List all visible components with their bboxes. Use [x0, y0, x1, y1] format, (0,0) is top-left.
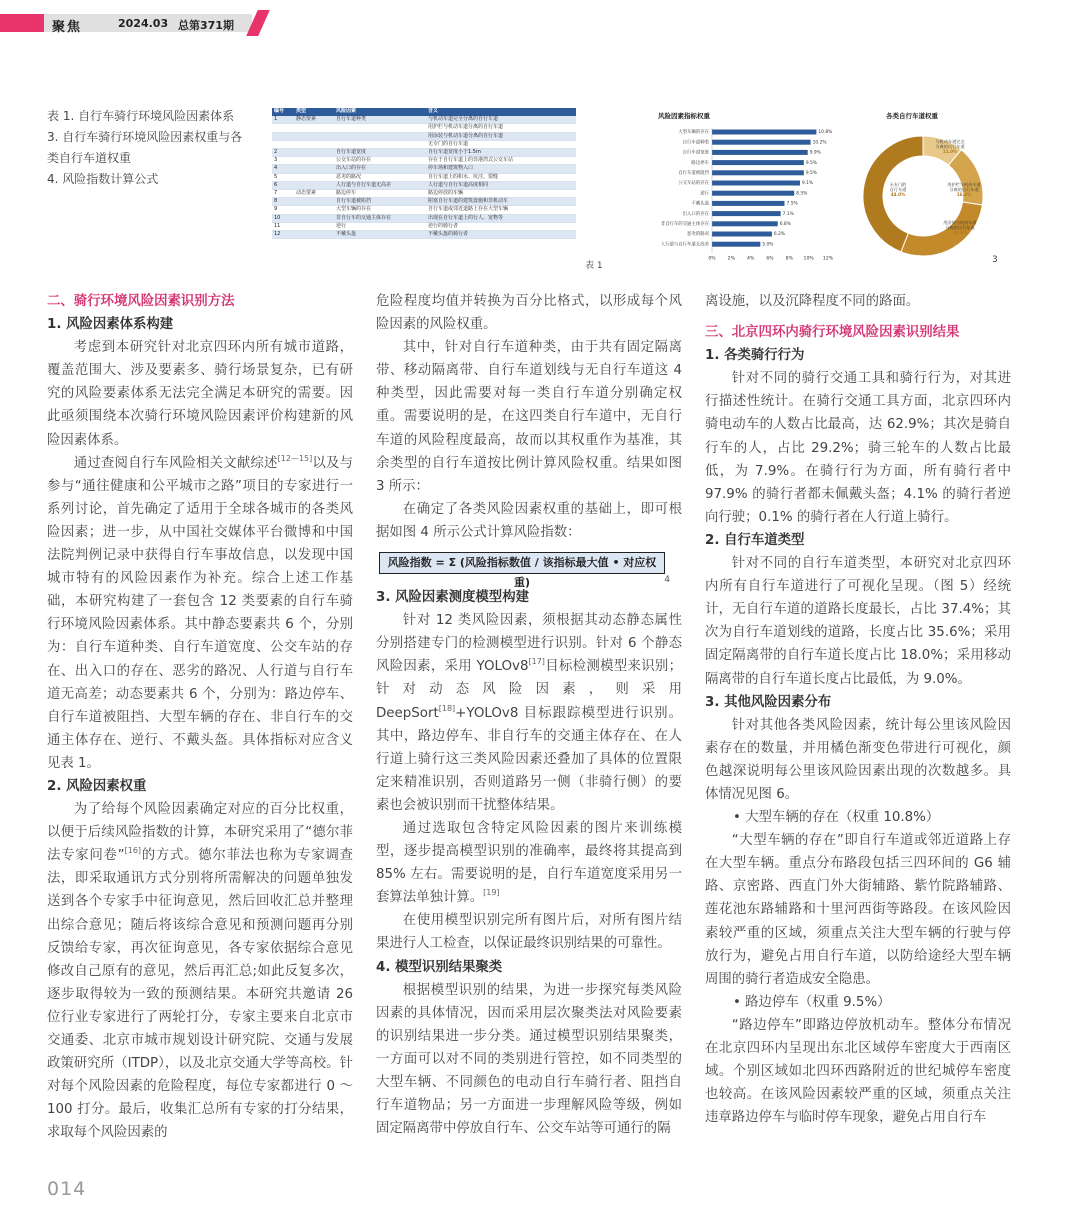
table-row [272, 173, 576, 181]
paragraph: 危险程度均值并转换为百分比格式，以形成每个风险因素的风险权重。 [376, 294, 682, 333]
table-cell: 人行道与自行车道无高差 [334, 181, 426, 189]
text-column-3 [705, 290, 1011, 1129]
x-tick-label: 12% [822, 256, 834, 262]
table-cell: 出入口的存在 [334, 165, 426, 173]
bar-value-label: 6.2% [773, 232, 786, 238]
bar-value-label: 5.0% [762, 242, 774, 248]
table-row [272, 157, 576, 165]
table-cell [294, 222, 334, 230]
table-cell: 不戴头盔的骑行者 [426, 231, 576, 239]
slice-label-line: 分离的自行车道 [945, 225, 975, 230]
subsection-heading: 3. 风险因素测度模型构建 [376, 590, 529, 606]
citation: [18] [438, 703, 456, 713]
bar [712, 150, 808, 155]
x-tick-label: 6% [766, 256, 774, 262]
table-cell: 不戴头盔 [334, 231, 426, 239]
table-cell [294, 157, 334, 165]
risk-index-formula: 风险指数 = Σ (风险指标数值 / 该指标最大值 • 对应权重) [379, 552, 665, 574]
paragraph: 通过查阅自行车风险相关文献综述[12—15]以及与参与“通往健康和公平城市之路”项目的专家进行一系列讨论，首先确定了适用于全球各城市的各类风险因素；进一步，从中国社交媒体平台微博和中国法院判例记录中获得自行车事故信息，以发现中国城市特有的风险因素作为补充。综合上述工作基础，本研究构建了一套包含 12 类要素的自行车骑行环境风险因素体系。其中静态要素共 6 个，分别为：自行车道种类、自行车道宽度、公交车站的存在、出入口的存在、恶劣的路况、人行道与自行车道无高差；动态要素共 6 个，分别为：路边停车、自行车道被阻挡、大型车辆的存在、非自行车的交通主体存在、逆行、不戴头盔。具体指标对应含义见表 1。 [47, 453, 353, 771]
slice-value-label: 16.4% [956, 192, 972, 197]
slice-value-label: 44.0% [890, 192, 906, 197]
table-row [272, 190, 576, 198]
chart-title: 风险因素指标权重 [658, 112, 710, 120]
table-row [272, 206, 576, 214]
bar [712, 201, 785, 206]
issue-number: 总第371期 [178, 19, 234, 32]
slice-label-line: 分离的自行车道 [949, 187, 979, 192]
bar [712, 130, 816, 135]
table-1 [272, 108, 576, 268]
slice-value-label: 28.6% [952, 230, 968, 235]
paragraph: 针对不同的骑行交通工具和骑行行为，对其进行描述性统计。在骑行交通工具方面，北京四环内骑电动车的人数占比最高，达 62.9%；其次是骑自行车的人，占比 29.2%；骑三轮车的人数占比最低，为 7.9%。在骑行行为方面，所有骑行者中 97.9% 的骑行者都未佩戴头盔；4.1% 的骑行者逆向行驶；0.1% 的骑行者在人行道上骑行。 [705, 371, 1011, 525]
paragraph: 考虑到本研究针对北京四环内所有城市道路，覆盖范围大、涉及要素多、骑行场景复杂，已有研究的风险要素体系无法完全满足本研究的需要。因此亟须围绕本次骑行环境风险因素评价构建新的风险因素体系。 [47, 340, 353, 448]
bar [712, 170, 804, 175]
citation: [17] [528, 657, 545, 667]
bar [712, 232, 772, 237]
risk-factor-table [272, 108, 576, 239]
subsection-heading: 1. 风险因素体系构建 [47, 317, 174, 333]
page-header [0, 10, 1080, 36]
category-label: 路边停车 [691, 160, 709, 166]
table-row [272, 140, 576, 148]
table-cell: 12 [272, 231, 294, 239]
section-heading: 二、骑行环境风险因素识别方法 [47, 294, 235, 309]
x-tick-label: 0% [708, 256, 716, 262]
caption-item: 4. 风险指数计算公式 [47, 172, 159, 186]
chart-title: 各类自行车道权重 [886, 112, 938, 120]
table-cell [294, 231, 334, 239]
subsection-heading: 1. 各类骑行行为 [705, 348, 805, 364]
paragraph: 在使用模型识别完所有图片后，对所有图片结果进行人工检查，以保证最终识别结果的可靠性。 [376, 913, 682, 952]
table-cell [294, 214, 334, 222]
header-accent-block [0, 14, 44, 32]
subsection-heading: 3. 其他风险因素分布 [705, 694, 832, 710]
paragraph: “大型车辆的存在”即自行车道或邻近道路上存在大型车辆。重点分布路段包括三四环间的 G6 辅路、京密路、西直门外大街辅路、紫竹院路辅路、莲花池东路辅路和十里河西街等路段。在该风险因素较严重的区域，须重点关注大型车辆的行驶与停放行为，避免占用自行车道，以防给途经大型车辆周围的骑行者造成安全隐患。 [705, 833, 1011, 987]
table-cell: 自行车道上的积水、坑洼、裂缝 [426, 173, 576, 181]
table-row [272, 231, 576, 239]
text-column-1 [47, 290, 353, 1144]
paragraph: 针对 12 类风险因素，须根据其动态静态属性分别搭建专门的检测模型进行识别。针对 6 个静态风险因素，采用 YOLOv8[17]目标检测模型来识别；针对动态风险因素，则采用 DeepSort[18]+YOLOv8 目标跟踪模型进行识别。其中，路边停车、非自行车的交通主体存在、在人行道上骑行这三类风险因素还叠加了具体的位置限定来精准识别，否则道路另一侧（非骑行侧）的要素也会被识别而干扰整体结果。 [376, 613, 683, 813]
table-row [272, 165, 576, 173]
formula-number: 4 [664, 575, 670, 586]
paragraph: 其中，针对自行车道种类，由于共有固定隔离带、移动隔离带、自行车道划线与无自行车道这 4 种类型，因此需要对每一类自行车道分别确定权重。需要说明的是，在这四类自行车道中，无自行车道的风险程度最高，故而以其权重作为基准，其余类型的自行车道按比例计算风险权重。结果如图 3 所示： [376, 340, 682, 494]
table-cell: 无专门的自行车道 [426, 140, 576, 148]
paragraph: 针对不同的自行车道类型，本研究对北京四环内所有自行车道进行了可视化呈现。（图 5）经统计，无自行车道的道路长度最长，占比 37.4%；其次为自行车道划线的道路，长度占比 35.6%；采用固定隔离带的自行车道长度占比 18.0%；采用移动隔离带的自行车道长度占比最低，为 9.0%。 [705, 556, 1011, 687]
table-cell [272, 124, 294, 132]
slice-label-line: 用涂装与机动车道 [943, 220, 977, 225]
paragraph: “路边停车”即路边停放机动车。整体分布情况在北京四环内呈现出东北区域停车密度大于西南区域。个别区域如北四环西路附近的世纪城停车密度也较高。在该风险因素较严重的区域，须重点关注违章路边停车与临时停车现象，避免占用自行车 [705, 1017, 1011, 1126]
table-row [272, 149, 576, 157]
bar-value-label: 9.5% [805, 160, 817, 166]
table-header-cell: 编号 [272, 108, 294, 116]
category-label: 自行车道种类 [682, 140, 709, 146]
table-cell [334, 132, 426, 140]
table-cell: 人行道与自行车道高度相同 [426, 181, 576, 189]
table-cell: 与机动车道完全分离的自行车道 [426, 116, 576, 124]
table-row [272, 124, 576, 132]
table-cell [294, 206, 334, 214]
paragraph: 针对其他各类风险因素，统计每公里该风险因素存在的数量，并用橘色渐变色带进行可视化，颜色越深说明每公里该风险因素出现的次数越多。具体情况见图 6。 [705, 717, 1011, 802]
table-cell [294, 181, 334, 189]
table-cell: 7 [272, 190, 294, 198]
table-cell: 用护栏与机动车道分离的自行车道 [426, 124, 576, 132]
table-cell [294, 173, 334, 181]
slice-label [890, 181, 908, 197]
bar-value-label: 10.8% [818, 130, 833, 136]
table-row [272, 116, 576, 124]
table-cell [294, 132, 334, 140]
table-cell: 11 [272, 222, 294, 230]
table-cell: 大型车辆的存在 [334, 206, 426, 214]
slice-label-line: 无专门的 [889, 182, 907, 187]
table-cell [294, 140, 334, 148]
caption-item: 表 1. 自行车骑行环境风险因素体系 [47, 109, 235, 123]
bar-value-label: 7.1% [782, 211, 794, 217]
table-cell: 1 [272, 116, 294, 124]
table-header-cell: 类型 [294, 108, 334, 116]
table-cell: 逆行的骑行者 [426, 222, 576, 230]
table-cell: 路边停车 [334, 190, 426, 198]
x-tick-label: 10% [803, 256, 814, 262]
bar-value-label: 9.5% [805, 171, 817, 176]
citation: [16] [124, 846, 142, 856]
table-cell: 10 [272, 214, 294, 222]
figure-number: 3 [992, 255, 998, 265]
table-cell: 路边停放的车辆 [426, 190, 576, 198]
citation: [12—15] [277, 453, 313, 463]
table-cell: 4 [272, 165, 294, 173]
table-cell: 恶劣的路况 [334, 173, 426, 181]
table-cell: 自行车道或邻近道路上存在大型车辆 [426, 206, 576, 214]
table-header-cell: 风险因素 [334, 108, 426, 116]
figure-caption-list [47, 106, 247, 190]
paragraph: 为了给每个风险因素确定对应的百分比权重，以便于后续风险指数的计算，本研究采用了“德尔菲法专家问卷”[16]的方式。德尔菲法也称为专家调查法，即采取通讯方式分别将所需解决的问题单独发送到各个专家手中征询意见，然后回收汇总并整理出综合意见；随后将该综合意见和预测问题再分别反馈给专家，再次征询意见，各专家依据综合意见修改自己原有的意见，然后再汇总;如此反复多次，逐步取得较为一致的预测结果。本研究共邀请 26 位行业专家进行了两轮打分，专家主要来自北京市交通委、北京市城市规划设计研究院、交通与发展政策研究所（ITDP），以及北京交通大学等高校。针对每个风险因素的危险程度，每位专家都进行 0 ～ 100 打分。最后，收集汇总所有专家的打分结果，求取每个风险因素的 [47, 802, 354, 1141]
table-cell: 公交车站的存在 [334, 157, 426, 165]
table-cell: 非自行车的交通主体存在 [334, 214, 426, 222]
category-label: 大型车辆的存在 [678, 130, 709, 136]
table-cell: 自行车道种类 [334, 116, 426, 124]
table-cell: 3 [272, 157, 294, 165]
category-label: 逆行 [700, 191, 709, 197]
table-cell: 2 [272, 149, 294, 157]
paragraph: 通过选取包含特定风险因素的图片来训练模型，逐步提高模型识别的准确率，最终将其提高到 85% 左右。需要说明的是，自行车道宽度采用另一套算法单独计算。[19] [376, 820, 682, 906]
table-cell [334, 140, 426, 148]
bar-value-label: 7.5% [786, 201, 798, 207]
table-cell [272, 132, 294, 140]
bullet-item: • 大型车辆的存在（权重 10.8%） [733, 810, 940, 826]
category-label: 不戴头盔 [691, 201, 709, 207]
bar [712, 211, 781, 216]
bar-value-label: 8.5% [796, 191, 808, 197]
section-heading: 三、北京四环内骑行环境风险因素识别结果 [705, 325, 960, 341]
table-header-row [272, 108, 576, 116]
table-cell: 9 [272, 206, 294, 214]
bar [712, 181, 800, 186]
table-caption: 表 1 [585, 261, 603, 271]
table-cell [294, 165, 334, 173]
table-cell [294, 198, 334, 206]
paragraph: 在确定了各类风险因素权重的基础上，即可根据如图 4 所示公式计算风险指数： [376, 501, 682, 540]
bar [712, 242, 760, 247]
slice-label-line: 与机动车道完全 [935, 139, 965, 144]
table-cell: 逆行 [334, 222, 426, 230]
category-label: 出入口的存在 [682, 211, 709, 217]
table-cell [334, 124, 426, 132]
bullet-item: • 路边停车（权重 9.5%） [733, 994, 891, 1010]
subsection-heading: 4. 模型识别结果聚类 [376, 959, 503, 975]
page-number: 014 [47, 1178, 87, 1200]
bar-value-label: 10.2% [812, 140, 827, 146]
table-cell: 自行车道宽度 [334, 149, 426, 157]
slice-label-line: 分离的自行车道 [935, 144, 965, 149]
table-cell: 自行车道被阻挡 [334, 198, 426, 206]
issue-date: 2024.03 [118, 17, 169, 30]
table-cell: 停车场和建筑物入口 [426, 165, 576, 173]
table-cell: 动态要素 [294, 190, 334, 198]
column-label: 聚焦 [52, 20, 83, 35]
table-cell: 存在于自行车道上的非港湾式公交车站 [426, 157, 576, 165]
subsection-heading: 2. 自行车道类型 [705, 532, 805, 548]
table-cell: 出现在自行车道上的行人、宠物等 [426, 214, 576, 222]
bar-value-label: 9.9% [809, 150, 821, 156]
category-label: 公交车站的存在 [678, 181, 709, 187]
table-cell: 8 [272, 198, 294, 206]
table-row [272, 132, 576, 140]
bar [712, 191, 794, 196]
table-cell [272, 140, 294, 148]
bar [712, 160, 804, 165]
slice-label-line: 用护栏与机动车道 [947, 182, 981, 187]
category-label: 自行车道被阻挡 [678, 171, 709, 176]
category-label: 非自行车的交通主体存在 [660, 222, 709, 227]
slice-label-line: 自行车道 [889, 187, 907, 192]
risk-weight-bar-chart [650, 106, 850, 271]
bar [712, 221, 778, 226]
bar-value-label: 6.8% [779, 222, 791, 227]
bar [712, 140, 811, 145]
category-label: 自行车道宽度 [682, 150, 709, 156]
text-column-2 [376, 290, 682, 1140]
subsection-heading: 2. 风险因素权重 [47, 778, 147, 794]
paragraph: 根据模型识别的结果，为进一步探究每类风险因素的具体情况，因而采用层次聚类法对风险要素的识别结果进一步分类。通过模型识别结果聚类，一方面可以对不同的类别进行管控，如不同类型的大型车辆、不同颜色的电动自行车骑行者、阻挡自行车道物品；另一方面进一步理解风险等级，例如固定隔离带中停放自行车、公交车站等可通行的隔 [376, 982, 682, 1137]
table-cell [294, 124, 334, 132]
table-cell: 6 [272, 181, 294, 189]
category-label: 人行道与自行车道无高差 [660, 242, 709, 248]
table-cell: 自行车道宽度小于1.5m [426, 149, 576, 157]
table-header-cell: 含义 [426, 108, 576, 116]
citation: [19] [483, 888, 500, 898]
table-cell: 阻塞自行车道的建筑设施和非机动车 [426, 198, 576, 206]
bikelane-weight-donut-chart [848, 106, 998, 271]
table-cell: 5 [272, 173, 294, 181]
table-row [272, 181, 576, 189]
table-row [272, 198, 576, 206]
table-cell [294, 149, 334, 157]
x-tick-label: 4% [747, 256, 755, 262]
table-cell: 静态要素 [294, 116, 334, 124]
x-tick-label: 2% [727, 256, 735, 262]
slice-value-label: 11.0% [942, 149, 958, 154]
table-row [272, 222, 576, 230]
paragraph: 离设施，以及沉降程度不同的路面。 [705, 294, 920, 309]
x-tick-label: 8% [785, 256, 793, 262]
caption-item: 3. 自行车骑行环境风险因素权重与各类自行车道权重 [47, 130, 243, 165]
bar-value-label: 9.1% [801, 181, 814, 187]
table-cell: 用涂装与机动车道分离的自行车道 [426, 132, 576, 140]
category-label: 恶劣的路况 [687, 232, 709, 238]
table-row [272, 214, 576, 222]
